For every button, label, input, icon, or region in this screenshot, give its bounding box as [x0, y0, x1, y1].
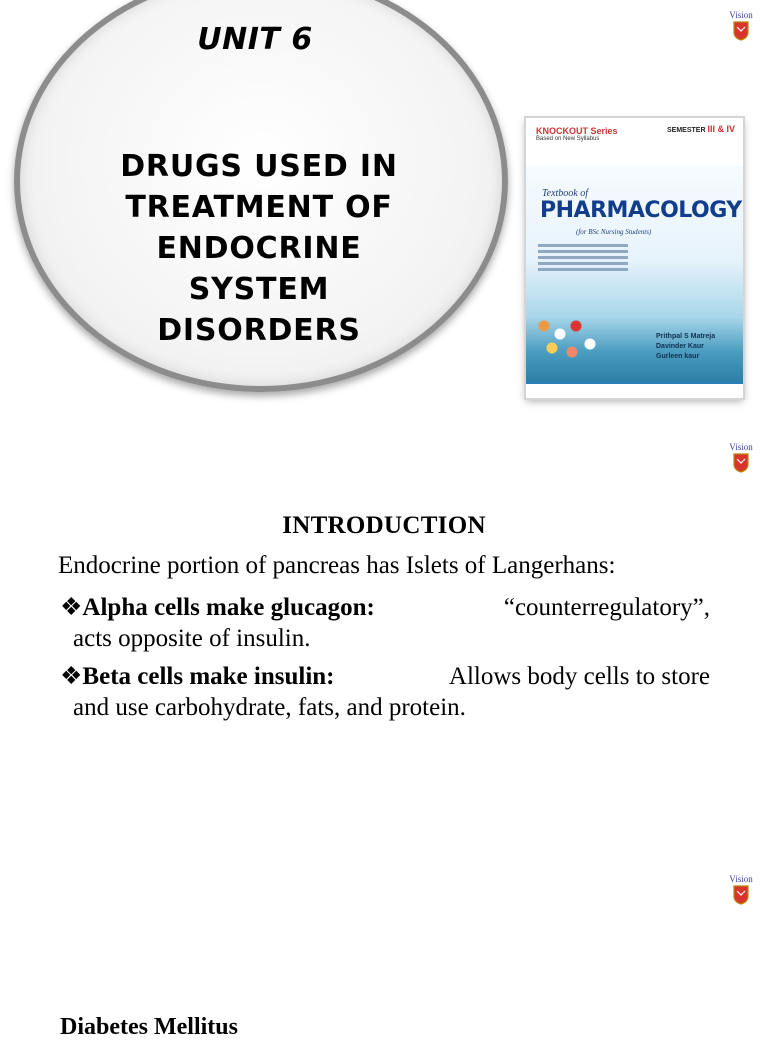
book-series-label: KNOCKOUT Series [536, 126, 618, 136]
logo-text: Vision [729, 442, 753, 452]
bullet-lead [60, 661, 335, 692]
bullet-line [60, 661, 710, 692]
slide-main-title [104, 146, 414, 351]
book-subtitle: (for BSc Nursing Students) [576, 228, 652, 236]
intro-text: Endocrine portion of pancreas has Islets of Langerhans: [58, 552, 616, 579]
book-textbook-of: Textbook of [542, 188, 589, 199]
book-series [536, 126, 618, 142]
book-author: Davinder Kaur [656, 343, 704, 350]
bullet-continuation: and use carbohydrate, fats, and protein. [73, 694, 466, 721]
slide-introduction [0, 436, 768, 866]
bullet-beta-cells [60, 661, 710, 723]
bullet-continuation: acts opposite of insulin. [73, 625, 311, 652]
partial-heading: Diabetes Mellitus [60, 1014, 238, 1040]
bullet-bold-text: Beta cells make insulin: [82, 663, 335, 690]
title-line: ENDOCRINE [156, 231, 362, 266]
logo-text: Vision [729, 874, 753, 884]
book-feature-lines [538, 244, 628, 274]
pills-illustration [532, 314, 602, 366]
logo-text: Vision [729, 10, 753, 20]
bullet-lead [60, 592, 375, 623]
title-line: TREATMENT OF [125, 190, 393, 225]
book-authors [656, 332, 715, 362]
slide-title [0, 0, 768, 412]
book-footer [526, 381, 743, 398]
unit-title: UNIT 6 [197, 22, 313, 57]
book-semester [667, 124, 735, 134]
bullet-diamond-icon: ❖ [60, 663, 83, 690]
bullet-text: “counterregulatory”, [503, 594, 710, 621]
bullet-bold-text: Alpha cells make glucagon: [82, 594, 375, 621]
shield-icon [733, 885, 749, 905]
title-line: SYSTEM [188, 272, 330, 307]
bullet-diamond-icon: ❖ [60, 594, 83, 621]
vision-logo [729, 874, 753, 905]
book-author: Prithpal S Matreja [656, 333, 716, 340]
book-cover-image [526, 118, 743, 398]
bullet-line [60, 592, 710, 623]
book-series-sub: Based on New Syllabus [536, 136, 600, 142]
book-semester-label: SEMESTER [667, 127, 706, 134]
book-semester-values: III & IV [707, 124, 735, 134]
slide-diabetes [0, 868, 768, 1040]
shield-icon [733, 21, 749, 41]
bullet-text: Allows body cells to store [448, 663, 710, 690]
vision-logo [729, 442, 753, 473]
book-title: PHARMACOLOGY [540, 198, 742, 223]
book-author: Gurleen kaur [656, 353, 700, 360]
vision-logo [729, 10, 753, 41]
bullet-alpha-cells [60, 592, 710, 654]
section-heading: INTRODUCTION [282, 512, 486, 539]
title-line: DRUGS USED IN [120, 149, 398, 184]
title-line: DISORDERS [157, 313, 361, 348]
shield-icon [733, 453, 749, 473]
